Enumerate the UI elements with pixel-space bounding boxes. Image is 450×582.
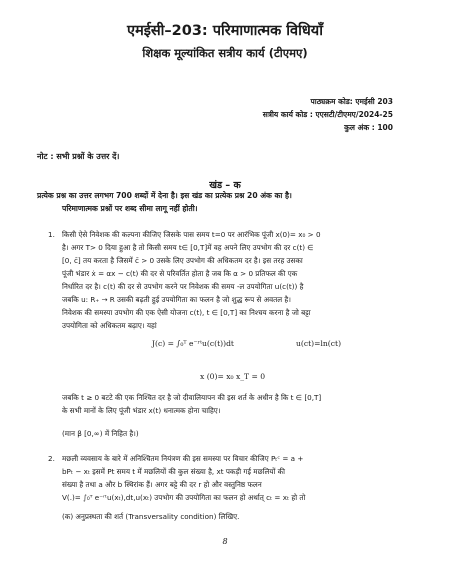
question-number: 1. <box>48 230 55 239</box>
note: नोट : सभी प्रश्नों के उत्तर दें। <box>37 152 120 161</box>
page-title: एमईसी–203: परिमाणात्मक विधियाँ <box>127 23 323 39</box>
instruction-line: परिमाणात्मक प्रश्नों पर शब्द सीमा लागू नहीं होती। <box>62 204 198 213</box>
question-line: है। अगर T> 0 दिया हुआ है तो किसी समय t∈ [0,T]में वह अपने लिए उपभोग की दर c(t) ∈ <box>62 243 314 252</box>
instruction-line: प्रत्येक प्रश्न का उत्तर लगभग 700 शब्दों में देना है। इस खंड का प्रत्येक प्रश्न 20 अंक का है। <box>37 191 292 200</box>
assignment-code: सत्रीय कार्य कोड : एएसटी/टीएमए/2024-25 <box>262 110 393 119</box>
total-marks: कुल अंक : 100 <box>344 123 393 132</box>
question-line: निर्धारित दर है। c(t) की दर से उपभोग करने पर निवेशक की समय -ल उपयोगिता u(c(t)) है <box>62 282 304 291</box>
question-line: V(.)= ∫₀ᵀ e⁻ʳᵗu(xₜ),dt,u(xₜ) उपभोग की उपयोगिता का फलन हो अर्थात् cₜ = xₜ हो तो <box>62 493 306 502</box>
question-number: 2. <box>48 454 55 463</box>
page-number: 8 <box>222 537 228 546</box>
question-line: के सभी मानों के लिए पूंजी भंडार x(t) धनात्मक होना चाहिए। <box>62 406 221 415</box>
question-line: संख्या है तथा a और b स्थिरांक हैं। अगर बट्टे की दर r हो और वस्तुनिष्ठ फलन <box>62 480 262 489</box>
question-line: किसी ऐसे निवेशक की कल्पना कीजिए जिसके पास समय t=0 पर आरंभिक पूंजी x(0)= x₀ > 0 <box>62 230 321 239</box>
question-line: जबकि u: R₊ → R उसकी बढ़ती हुई उपयोगिता का फलन है जो शुद्ध रूप से अवतल है। <box>62 295 291 304</box>
objective-equation: J(c) = ∫₀ᵀ e⁻ʳᵗu(c(t))dt <box>152 339 234 348</box>
question-part-a: (क) अनुप्रस्थता की शर्त (Transversality condition) लिखिए. <box>62 512 240 521</box>
question-line: [0, c̄] तय करता है जिसमें c̄ > 0 उसके लिए उपभोग की अधिकतम दर है। इस तरह उसका <box>62 256 303 265</box>
question-line: पूंजी भंडार ẋ = αx − c(t) की दर से परिवर्तित होता है जब कि α > 0 प्रतिफल की एक <box>62 269 298 278</box>
course-code: पाठ्यक्रम कोड: एमईसी 203 <box>310 97 393 106</box>
page-subtitle: शिक्षक मूल्यांकित सत्रीय कार्य (टीएमए) <box>142 46 308 60</box>
question-line: जबकि t ≥ 0 बटटे की एक निश्चित दर है जो दीवालियापन की इस शर्त के अधीन है कि t ∈ [0,T] <box>62 393 322 402</box>
boundary-condition: x (0)= x₀ x_T = 0 <box>200 372 266 381</box>
question-line: bPₜ − xₜ इसमें Pt समय t में मछलियों की कुल संख्या है, xt पकड़ी गई मछलियों की <box>62 467 286 476</box>
section-heading: खंड – क <box>209 180 241 191</box>
question-line: उपयोगिता को अधिकतम बढ़ाए। यहां <box>62 321 157 330</box>
question-line: निवेशक की समस्या उपभोग की एक ऐसी योजना c(t), t ∈ [0,T] का निश्चय करना है जो बट्टा <box>62 308 311 317</box>
assumption-note: (मान β [0,∞) में निहित है।) <box>62 429 139 438</box>
question-line: मछली व्यवसाय के बारे में अनिश्चितम नियंत्रण की इस समस्या पर विचार कीजिए Pₜᶜ = a + <box>62 454 304 463</box>
utility-function: u(ct)=ln(ct) <box>296 339 342 348</box>
